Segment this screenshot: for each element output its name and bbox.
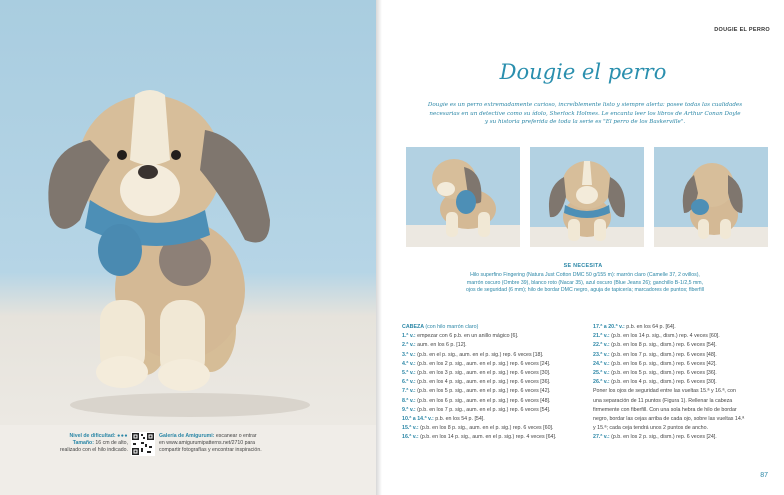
dog-thumbnail-side <box>406 147 520 247</box>
row-number: 24.ª v.: <box>593 360 610 367</box>
row-instruction: (p.b. en los 2 p. sig., dism.) rep. 6 veces [24]. <box>611 434 717 441</box>
pattern-row <box>402 341 602 350</box>
pattern-row <box>593 332 775 341</box>
intro-line: Dougie es un perro extremadamente curioso, increíblemente listo y siempre alerta: posee todas las cualidades <box>427 102 743 108</box>
materials-list <box>432 272 738 295</box>
row-number: 1.ª v.: <box>402 333 416 340</box>
pattern-title: Dougie el perro <box>499 60 667 84</box>
pattern-row <box>593 433 775 442</box>
pattern-row <box>593 406 775 415</box>
row-number: 7.ª v.: <box>402 388 416 395</box>
row-number: 4.ª v.: <box>402 360 416 367</box>
row-number: 22.ª v.: <box>593 342 610 349</box>
size-note: realizado con el hilo indicado. <box>59 447 128 453</box>
row-instruction: (p.b. en los 14 p. sig., dism.) rep. 4 veces [60]. <box>611 333 720 340</box>
row-instruction: (p.b. en los 14 p. sig., aum. en el p. sig.) rep. 4 veces [64]. <box>420 434 557 441</box>
pattern-row <box>402 378 602 387</box>
pattern-column-left <box>402 323 602 443</box>
row-number: 16.ª v.: <box>402 434 419 441</box>
row-instruction: p.b. en los 54 p. [54]. <box>435 416 485 423</box>
row-instruction: una separación de 11 puntos (Figura 1). Rellenar la cabeza <box>593 397 733 404</box>
dog-thumbnail-back <box>654 147 768 247</box>
qr-code[interactable] <box>131 432 155 456</box>
pattern-row <box>402 415 602 424</box>
pattern-row <box>593 397 775 406</box>
row-instruction: (p.b. en los 8 p. sig., dism.) rep. 6 veces [54]. <box>611 342 717 349</box>
pattern-row <box>593 378 775 387</box>
difficulty-dots: ●●● <box>117 433 128 439</box>
gallery-label: Galería de Amigurumi: <box>159 433 215 439</box>
row-instruction: (p.b. en los 7 p. sig., dism.) rep. 6 veces [48]. <box>611 351 717 358</box>
row-number: 6.ª v.: <box>402 379 416 386</box>
pattern-row <box>402 332 602 341</box>
left-page <box>0 0 378 495</box>
gallery-text-3: compartir fotografías y encontrar inspiración. <box>159 447 262 453</box>
row-instruction: p.b. en los 64 p. [64]. <box>626 324 676 330</box>
row-number: 17.ª a 20.ª v.: <box>593 324 625 330</box>
pattern-row <box>402 360 602 369</box>
row-instruction: (p.b. en los 5 p. sig., dism.) rep. 6 veces [36]. <box>611 370 717 377</box>
row-instruction: aum. en los 6 p. [12]. <box>417 342 467 349</box>
row-instruction: y 15.ª; cada ceja tendrá unos 2 puntos de ancho. <box>593 425 709 432</box>
row-instruction: (p.b. en el p. sig., aum. en el p. sig.) rep. 6 veces [18]. <box>417 351 544 358</box>
pattern-row <box>593 351 775 360</box>
pattern-row <box>402 397 602 406</box>
pattern-row <box>593 424 775 433</box>
pattern-row <box>593 323 775 332</box>
row-instruction: (p.b. en los 4 p. sig., aum. en el p. sig.) rep. 6 veces [36]. <box>417 379 551 386</box>
row-number: 27.ª v.: <box>593 434 610 441</box>
difficulty-label: Nivel de dificultad: <box>69 433 116 439</box>
row-instruction: (p.b. en los 2 p. sig., aum. en el p. sig.) rep. 6 veces [24]. <box>417 360 551 367</box>
page-number: 87 <box>760 472 768 479</box>
row-number: 2.ª v.: <box>402 342 416 349</box>
row-number: 21.ª v.: <box>593 333 610 340</box>
row-number: 9.ª v.: <box>402 406 416 413</box>
head-color: (con hilo marrón claro) <box>425 324 479 330</box>
row-instruction: (p.b. en los 6 p. sig., aum. en el p. sig.) rep. 6 veces [48]. <box>417 397 551 404</box>
difficulty-info <box>58 433 128 454</box>
materials-line: Hilo superfino Fingering (Natura Just Cotton DMC 50 g/155 m): marrón claro (Camelle 37, 2 ovillos), <box>470 272 700 278</box>
row-instruction: (p.b. en los 4 p. sig., dism.) rep. 6 veces [30]. <box>611 379 717 386</box>
row-instruction: (p.b. en los 5 p. sig., aum. en el p. sig.) rep. 6 veces [42]. <box>417 388 551 395</box>
head-label: CABEZA <box>402 324 424 330</box>
pattern-row <box>402 369 602 378</box>
size-value: 16 cm de alto, <box>95 440 128 446</box>
intro-text <box>420 101 750 127</box>
pattern-row <box>593 415 775 424</box>
dog-thumbnail-front <box>530 147 644 247</box>
pattern-row <box>593 341 775 350</box>
row-instruction: (p.b. en los 3 p. sig., aum. en el p. sig.) rep. 6 veces [30]. <box>417 370 551 377</box>
amigurumi-dog-photo <box>0 0 378 425</box>
pattern-row <box>402 433 602 442</box>
pattern-row <box>402 424 602 433</box>
right-page <box>382 0 784 495</box>
materials-line: ojos de seguridad (6 mm); hilo de bordar DMC negro, aguja de tapicería; marcadores de puntos; fiberfill <box>466 287 704 294</box>
row-instruction: (p.b. en los 6 p. sig., dism.) rep. 6 veces [42]. <box>611 360 717 367</box>
pattern-row <box>402 406 602 415</box>
row-number: 8.ª v.: <box>402 397 416 404</box>
pattern-column-right <box>593 323 775 443</box>
materials-line: marrón oscuro (Ombre 39), blanco roto (Nacar 35), azul oscuro (Blue Jeans 26); ganchillo B-1/2,5 mm, <box>466 279 704 286</box>
running-head: DOUGIE EL PERRO <box>714 27 770 33</box>
gallery-link[interactable]: en www.amigurumipatterns.net/2710 para <box>159 440 256 446</box>
row-instruction: (p.b. en los 7 p. sig., aum. en el p. sig.) rep. 6 veces [54]. <box>417 406 551 413</box>
size-label: Tamaño: <box>72 440 94 446</box>
head-section-heading <box>402 323 602 332</box>
row-number: 25.ª v.: <box>593 370 610 377</box>
row-instruction: (p.b. en los 8 p. sig., aum. en el p. sig.) rep. 6 veces [60]. <box>420 425 554 432</box>
pattern-row <box>593 387 775 396</box>
row-number: 26.ª v.: <box>593 379 610 386</box>
row-instruction: empezar con 6 p.b. en un anillo mágico [6]. <box>417 333 519 340</box>
row-instruction: negro, bordar las cejas arriba de cada ojo, sobre las vueltas 14.ª <box>593 416 745 423</box>
pattern-row <box>593 360 775 369</box>
intro-line: y su historia preferida de toda la serie es "El perro de los Baskerville". <box>484 119 686 126</box>
pattern-row <box>402 351 602 360</box>
gallery-text-1: escanear o entrar <box>215 433 257 439</box>
row-number: 5.ª v.: <box>402 370 416 377</box>
row-number: 10.ª a 14.ª v.: <box>402 416 434 423</box>
materials-title: SE NECESITA <box>563 263 603 269</box>
pattern-row <box>402 387 602 396</box>
pattern-row <box>593 369 775 378</box>
intro-line: necesarias en un detective como su ídolo, Sherlock Holmes. Le encanta leer los libros de Arthur Conan Doyle <box>429 110 741 117</box>
row-number: 15.ª v.: <box>402 425 419 432</box>
row-instruction: Poner los ojos de seguridad entre las vueltas 15.ª y 16.ª, con <box>593 388 736 395</box>
row-number: 23.ª v.: <box>593 351 610 358</box>
row-number: 3.ª v.: <box>402 351 416 358</box>
gallery-info <box>159 433 309 454</box>
row-instruction: firmemente con fiberfill. Con una sola hebra de hilo de bordar <box>593 406 737 413</box>
